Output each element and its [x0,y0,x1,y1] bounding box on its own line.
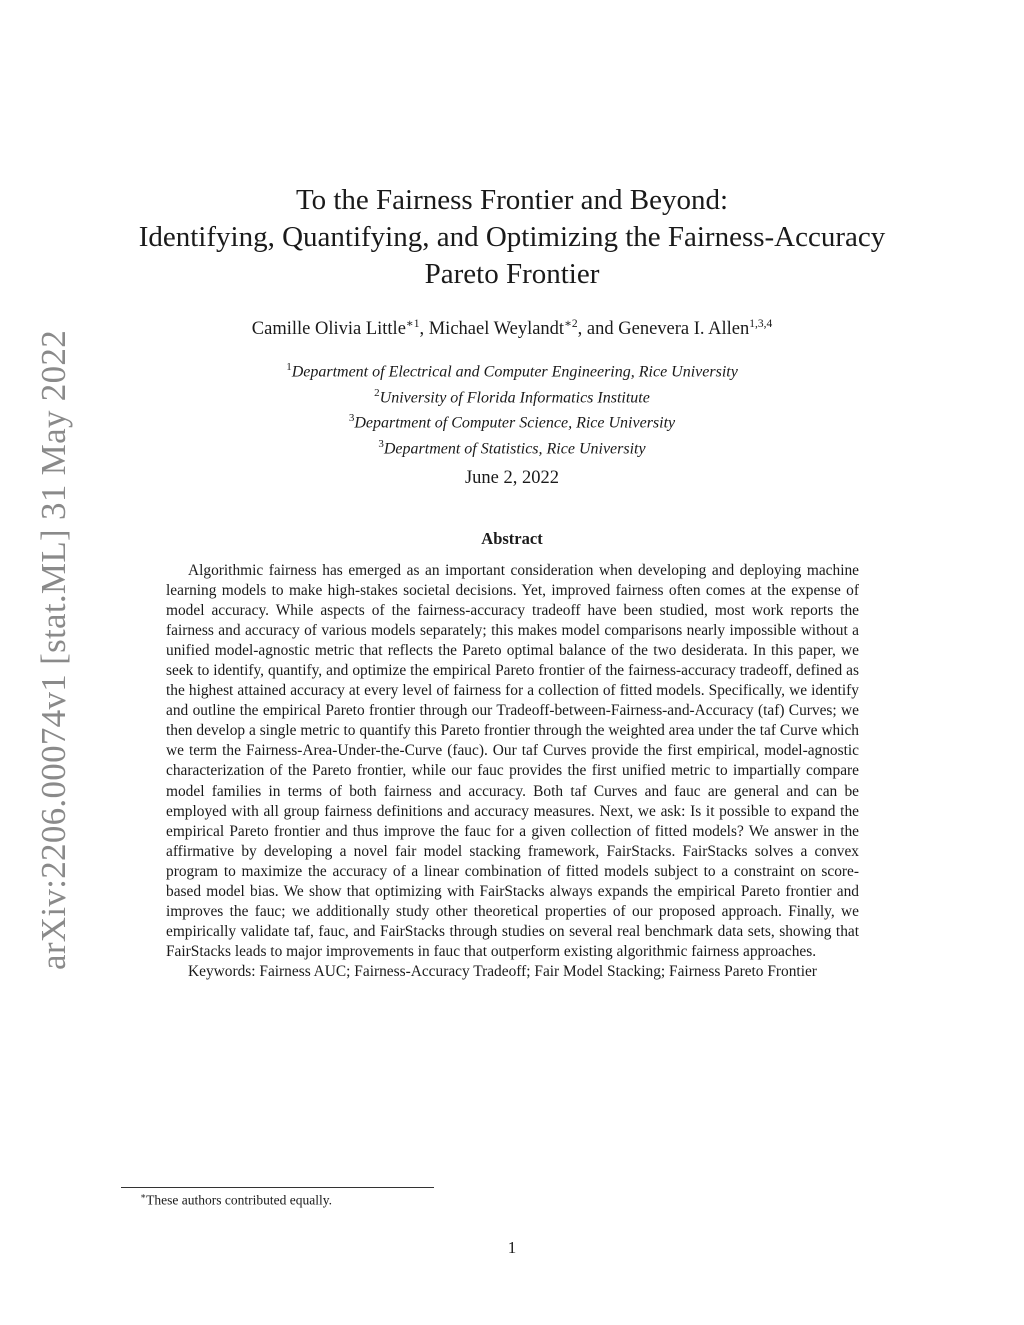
author-separator-2: , and [577,319,619,340]
footnote-divider [121,1187,434,1188]
affiliation-1-text: Department of Electrical and Computer Engineering, Rice University [291,363,738,381]
abstract-section [166,561,859,982]
affiliation-3-text: Department of Computer Science, Rice University [354,414,676,432]
author-2-name: Michael Weylandt [428,319,565,340]
arxiv-identifier-stamp: arXiv:2206.00074v1 [stat.ML] 31 May 2022 [34,330,73,970]
affiliation-1-marker: 1 [286,361,292,373]
author-1-name: Camille Olivia Little [251,319,406,340]
affiliation-4 [0,434,1024,460]
affiliation-3-marker: 3 [348,412,355,425]
paper-title [0,182,1024,293]
author-separator-1: , [419,319,429,340]
author-3-name: Genevera I. Allen [618,319,750,340]
affiliation-2-marker: 2 [374,386,380,399]
affiliation-2-text: University of Florida Informatics Institute [379,388,650,406]
affiliation-2 [0,383,1024,409]
publication-date: June 2, 2022 [464,468,560,488]
footnote [140,1191,332,1209]
affiliation-list [0,357,1024,460]
abstract-heading: Abstract [481,529,543,548]
title-line-2: Identifying, Quantifying, and Optimizing the Fairness-Accuracy [138,221,886,253]
author-1-marker: ∗1 [405,318,420,330]
page-number: 1 [507,1238,517,1257]
title-line-3: Pareto Frontier [424,258,600,290]
author-2-marker: ∗2 [564,318,578,330]
footnote-marker: ∗ [140,1191,147,1201]
author-list [0,316,1024,340]
author-3-marker: 1,3,4 [749,318,773,330]
title-line-1: To the Fairness Frontier and Beyond: [295,184,729,216]
keywords-paragraph: Keywords: Fairness AUC; Fairness-Accuracy Tradeoff; Fair Model Stacking; Fairness Pareto Frontier [188,962,817,980]
abstract-paragraph: Algorithmic fairness has emerged as an important consideration when developing and deploying machine learning models to make high-stakes societal decisions. Yet, improved fairness often comes at the expense of model accuracy. While aspects of the fairness-accuracy tradeoff have been studied, most work reports the fairness and accuracy of various models separately; this makes model comparisons nearly impossible without a unified model-agnostic metric that reflects the Pareto optimal balance of the two desiderata. In this paper, we seek to identify, quantify, and optimize the empirical Pareto frontier of the fairness-accuracy tradeoff, defined as the highest attained accuracy at every level of fairness for a collection of fitted models. Specifically, we identify and outline the empirical Pareto frontier through our Tradeoff-between-Fairness-and-Accuracy (taf) Curves; we then develop a single metric to quantify this Pareto frontier through the weighted area under the taf Curve which we term the Fairness-Area-Under-the-Curve (fauc). Our taf Curves provide the first empirical, model-agnostic characterization of the Pareto frontier, while our fauc provides the first unified metric to impartially compare model families in terms of both fairness and accuracy. Both taf Curves and fauc are general and can be employed with all group fairness definitions and accuracy measures. Next, we ask: Is it possible to expand the empirical Pareto frontier and thus improve the fauc for a given collection of fitted models? We answer in the affirmative by developing a novel fair model stacking framework, FairStacks. FairStacks solves a convex program to maximize the accuracy of a linear combination of fitted models subject to a constraint on score-based model bias. We show that optimizing with FairStacks always expands the empirical Pareto frontier and improves the fauc; we additionally study other theoretical properties of our proposed approach. Finally, we empirically validate taf, fauc, and FairStacks through studies on several real benchmark data sets, showing that FairStacks leads to major improvements in fauc that outperform existing algorithmic fairness approaches. [166,562,859,960]
affiliation-4-text: Department of Statistics, Rice University [383,440,646,458]
footnote-text: These authors contributed equally. [146,1192,332,1208]
affiliation-1 [0,357,1024,383]
affiliation-4-marker: 3 [378,437,384,450]
affiliation-3 [0,408,1024,434]
